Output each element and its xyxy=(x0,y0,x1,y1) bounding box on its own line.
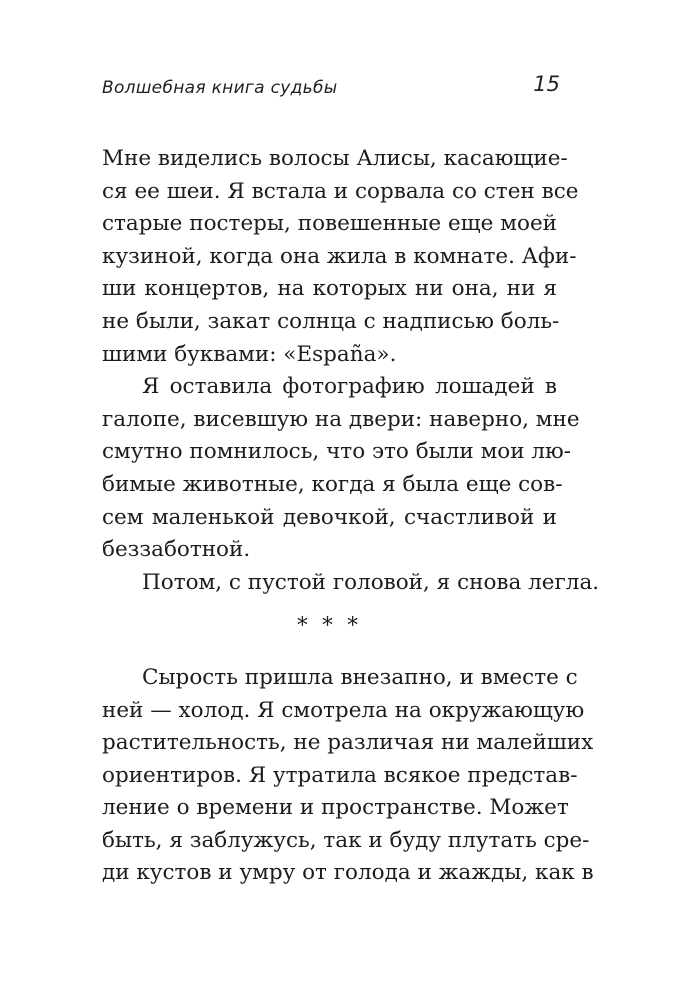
body-text xyxy=(102,143,600,890)
text-line: ориентиров. Я утратила всякое представ- xyxy=(102,762,578,788)
text-line: ди кустов и умру от голода и жажды, как в xyxy=(102,860,594,886)
text-line: шими буквами: «España». xyxy=(102,341,397,367)
page-number: 15 xyxy=(533,72,560,96)
text-line: сем маленькой девочкой, счастливой и xyxy=(102,504,557,530)
running-head xyxy=(102,72,560,112)
paragraph xyxy=(102,143,579,371)
text-line: Мне виделись волосы Алисы, касающие- xyxy=(102,146,568,171)
text-line: ней — холод. Я смотрела на окружающую xyxy=(102,697,585,723)
text-line: Я оставила фотографию лошадей в xyxy=(142,374,557,400)
paragraph xyxy=(102,371,580,567)
paragraph xyxy=(102,567,600,600)
text-line: растительность, не различая ни малейших xyxy=(102,730,594,756)
text-line: смутно помнилось, что это были мои лю- xyxy=(102,439,572,465)
paragraph xyxy=(102,662,594,890)
section-separator: * * * xyxy=(297,613,362,638)
text-line: ши концертов, на которых ни она, ни я xyxy=(102,276,557,302)
running-head-title: Волшебная книга судьбы xyxy=(102,78,338,98)
text-line: кузиной, когда она жила в комнате. Афи- xyxy=(102,243,577,269)
text-line: беззаботной. xyxy=(102,537,251,563)
text-line: галопе, висевшую на двери: наверно, мне xyxy=(102,406,580,432)
text-line: ление о времени и пространстве. Может xyxy=(102,795,569,821)
text-line: Потом, с пустой головой, я снова легла. xyxy=(142,569,600,595)
text-line: старые постеры, повешенные еще моей xyxy=(102,211,557,237)
text-line: не были, закат солнца с надписью боль- xyxy=(102,308,560,334)
text-line: Сырость пришла внезапно, и вместе с xyxy=(142,664,578,690)
text-line: бимые животные, когда я была еще сов- xyxy=(102,471,563,497)
text-line: ся ее шеи. Я встала и сорвала со стен все xyxy=(102,178,579,204)
text-line: быть, я заблужусь, так и буду плутать сре- xyxy=(102,827,590,853)
